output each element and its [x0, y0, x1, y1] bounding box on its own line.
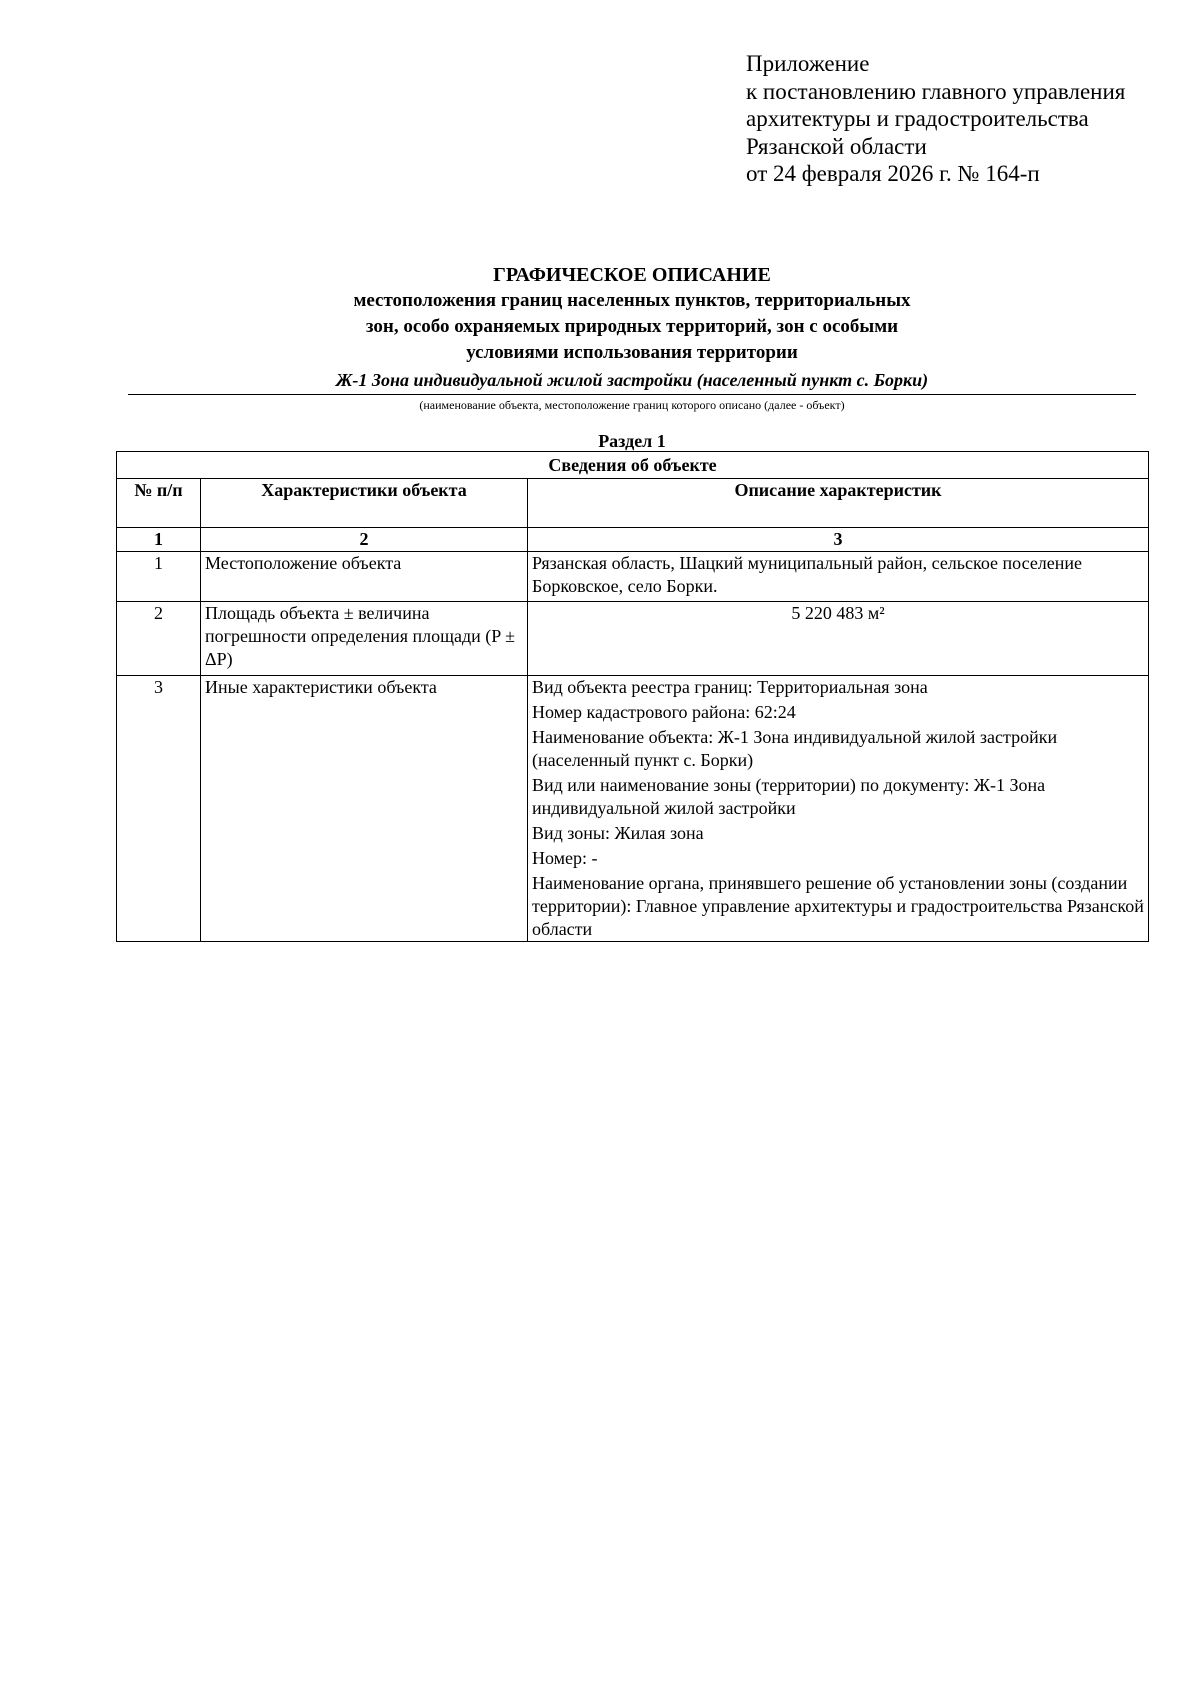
row-description — [528, 676, 1149, 942]
object-info-table — [116, 451, 1149, 942]
title-sub-line: местоположения границ населенных пунктов, территориальных — [353, 290, 911, 311]
description-line: Номер кадастрового района: 62:24 — [532, 702, 796, 722]
object-name-rule — [128, 394, 1136, 395]
row-description — [528, 552, 1149, 602]
title-sub-line: зон, особо охраняемых природных территорий, зон с особыми — [365, 316, 899, 337]
table-row — [117, 676, 1149, 942]
description-line: Номер: - — [532, 848, 598, 868]
description-line: Вид объекта реестра границ: Территориальная зона — [532, 677, 928, 697]
appendix-line: Рязанской области — [746, 133, 927, 159]
appendix-line: архитектуры и градостроительства — [746, 106, 1089, 131]
description-line: Наименование объекта: Ж-1 Зона индивидуальной жилой застройки (населенный пункт с. Борки) — [532, 727, 1058, 770]
description-line: Рязанская область, Шацкий муниципальный район, сельское поселение Борковское, село Борки. — [532, 553, 1083, 596]
column-number: 3 — [528, 528, 1149, 552]
table-title: Сведения об объекте — [117, 452, 1149, 479]
row-characteristic: Местоположение объекта — [201, 552, 528, 602]
table-row — [117, 602, 1149, 676]
table-row — [117, 552, 1149, 602]
document-title — [128, 262, 1136, 366]
header-characteristic: Характеристики объекта — [201, 479, 528, 528]
table-title-row — [117, 452, 1149, 479]
row-characteristic: Иные характеристики объекта — [201, 676, 528, 942]
row-number: 1 — [117, 552, 201, 602]
column-number: 2 — [201, 528, 528, 552]
header-description: Описание характеристик — [528, 479, 1149, 528]
row-number: 2 — [117, 602, 201, 676]
column-numbers-row — [117, 528, 1149, 552]
row-characteristic: Площадь объекта ± величина погрешности определения площади (P ± ΔP) — [201, 602, 528, 676]
section-title: Раздел 1 — [598, 431, 666, 451]
column-number: 1 — [117, 528, 201, 552]
description-line: Вид зоны: Жилая зона — [532, 823, 704, 843]
object-name: Ж-1 Зона индивидуальной жилой застройки (населенный пункт с. Борки) — [335, 370, 929, 390]
row-number: 3 — [117, 676, 201, 942]
appendix-header — [746, 50, 1125, 188]
appendix-line: от 24 февраля 2026 г. № 164-п — [746, 161, 1040, 186]
appendix-line: Приложение — [746, 51, 870, 76]
description-line: 5 220 483 м² — [791, 603, 885, 623]
row-description — [528, 602, 1149, 676]
table-header-row — [117, 479, 1149, 528]
title-main: ГРАФИЧЕСКОЕ ОПИСАНИЕ — [493, 264, 771, 286]
header-num: № п/п — [117, 479, 201, 528]
appendix-line: к постановлению главного управления — [746, 78, 1126, 104]
description-line: Наименование органа, принявшего решение об установлении зоны (создании территории): Главное управление архитектуры и градостроительства Рязанской области — [532, 873, 1144, 939]
description-line: Вид или наименование зоны (территории) по документу: Ж-1 Зона индивидуальной жилой застройки — [532, 775, 1046, 818]
object-name-caption: (наименование объекта, местоположение границ которого описано (далее - объект) — [419, 398, 845, 412]
title-sub-line: условиями использования территории — [466, 342, 798, 363]
